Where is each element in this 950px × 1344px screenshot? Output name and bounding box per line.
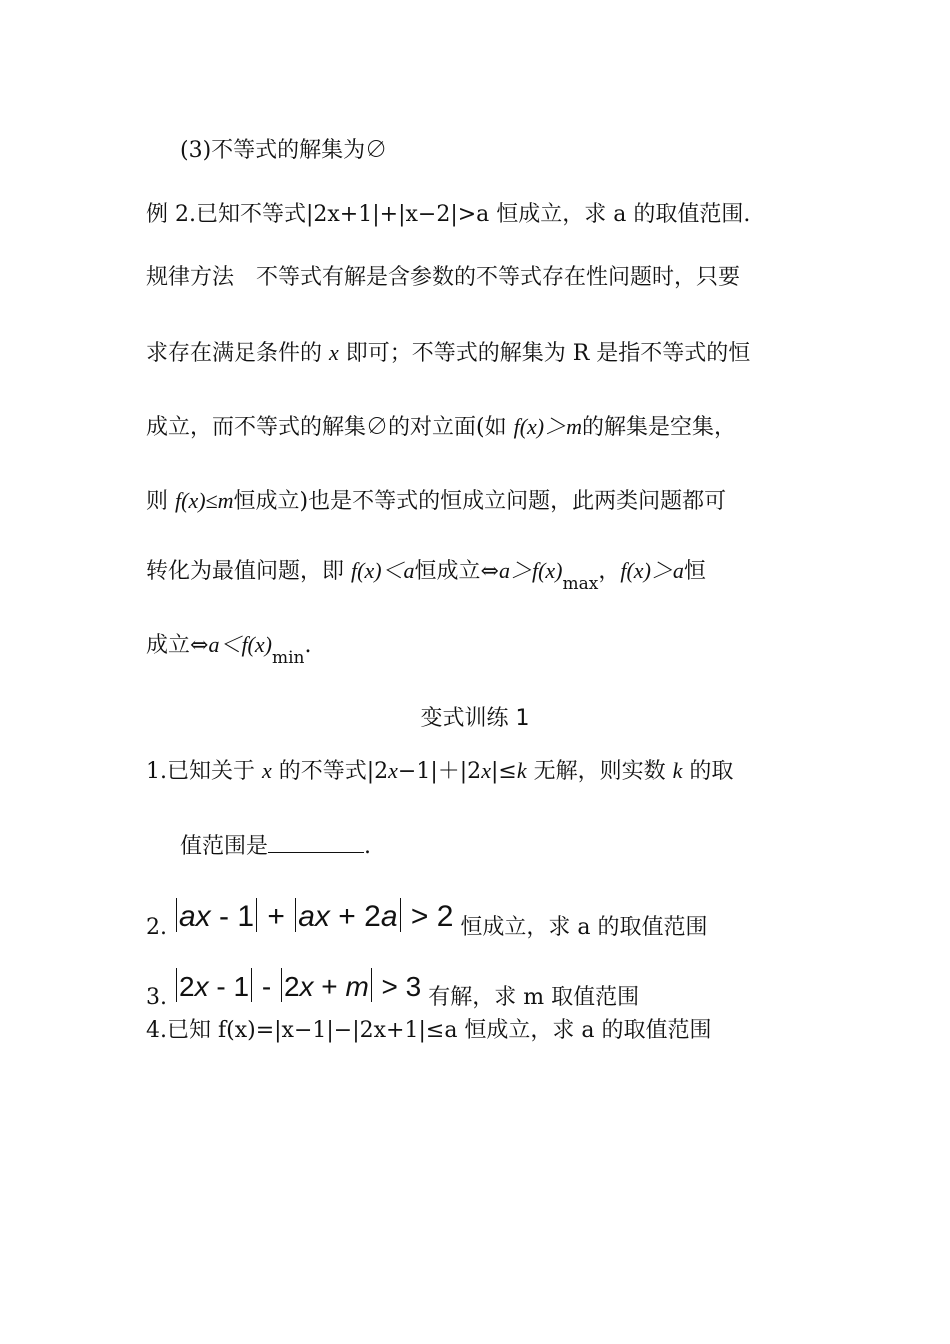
exercise-3-formula: 2x - 1 - 2x + m > 3 [174, 971, 421, 1002]
example-2: 例 2.已知不等式|2x+1|+|x−2|>a 恒成立，求 a 的取值范围. [146, 202, 751, 227]
exercise-2: 2. ax - 1 + ax + 2a > 2 恒成立，求 a 的取值范围 [146, 900, 708, 940]
text-line-case-3: (3)不等式的解集为∅ [180, 138, 388, 163]
exercise-1-line-2: 值范围是 . [180, 830, 371, 862]
answer-blank[interactable] [268, 830, 364, 853]
method-line-2: 求存在满足条件的 x 即可；不等式的解集为 R 是指不等式的恒 [146, 340, 751, 366]
exercise-4: 4.已知 f(x)=|x−1|−|2x+1|≤a 恒成立，求 a 的取值范围 [146, 1018, 712, 1043]
method-line-4: 则 f(x)≤m恒成立)也是不等式的恒成立问题，此两类问题都可 [146, 488, 727, 514]
section-title: 变式训练 1 [420, 706, 530, 731]
method-line-5: 转化为最值问题，即 f(x)＜a恒成立$\Leftrightarrow a>f(x)_{max}$，f(x)＞a恒 [146, 558, 706, 594]
exercise-1-line-1: 1.已知关于 x 的不等式|2x−1|＋|2x|≤k 无解，则实数 k 的取 [146, 758, 734, 784]
exercise-3: 3. 2x - 1 - 2x + m > 3 有解，求 m 取值范围 [146, 976, 639, 1013]
method-line-6: 成立$\Leftrightarrow a<f(x)_{min}$. [146, 632, 312, 668]
exercise-2-formula: ax - 1 + ax + 2a > 2 [174, 900, 453, 933]
method-line-3: 成立，而不等式的解集∅的对立面(如 f(x)＞m的解集是空集， [146, 414, 737, 440]
method-line-1: 规律方法 不等式有解是含参数的不等式存在性问题时，只要 [146, 265, 741, 290]
